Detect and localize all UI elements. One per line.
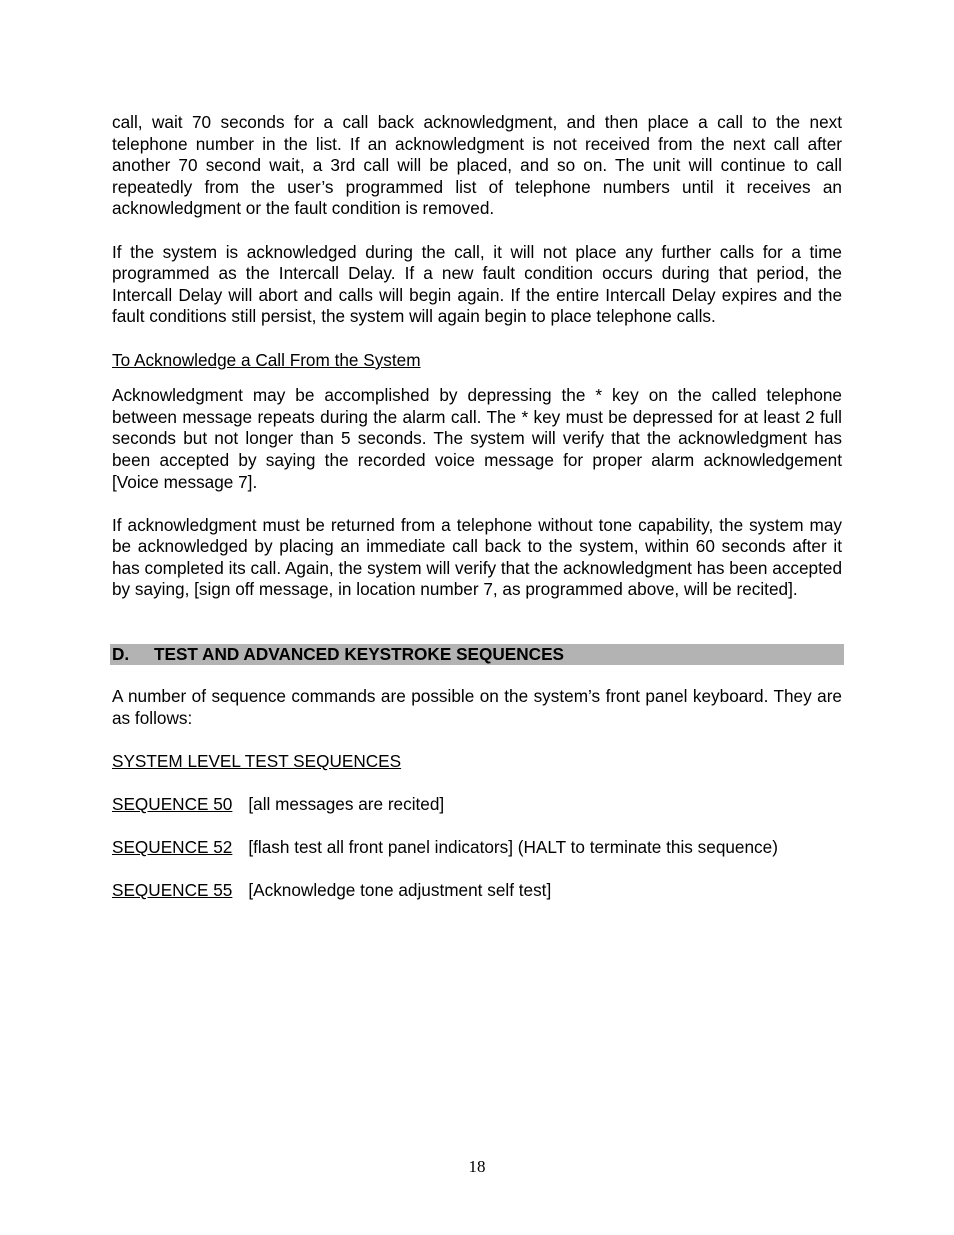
body-paragraph: call, wait 70 seconds for a call back acknowledgment, and then place a call to the next telephone number in the list. If an acknowledgment is not received from the next call after another 70 second wait, a 3rd call will be placed, and so on. The unit will continue to call repeatedly from the user’s programmed list of telephone numbers until it receives an acknowledgment or the fault condition is removed. [112, 112, 842, 219]
body-paragraph: Acknowledgment may be accomplished by depressing the * key on the called telephone between message repeats during the alarm call. The * key must be depressed for at least 2 full seconds but not longer than 5 seconds. The system will verify that the acknowledgment has been accepted by saying the recorded voice message for proper alarm acknowledgement [Voice message 7]. [112, 385, 842, 492]
acknowledge-heading: To Acknowledge a Call From the System [112, 349, 421, 370]
section-heading-bar [110, 644, 844, 665]
document-page [112, 112, 842, 924]
section-letter: D. [112, 644, 130, 665]
section-intro: A number of sequence commands are possible on the system’s front panel keyboard. They are as follows: [112, 686, 842, 728]
sequence-name: SEQUENCE 55 [112, 880, 233, 901]
sequence-name: SEQUENCE 52 [112, 837, 233, 858]
sequence-description: [flash test all front panel indicators] (HALT to terminate this sequence) [248, 837, 778, 858]
sequence-row [112, 837, 842, 859]
sequence-description: [all messages are recited] [248, 794, 445, 815]
section-title: TEST AND ADVANCED KEYSTROKE SEQUENCES [154, 644, 564, 665]
test-sequences-heading: SYSTEM LEVEL TEST SEQUENCES [112, 750, 402, 771]
page-number: 18 [468, 1157, 486, 1176]
body-paragraph: If acknowledgment must be returned from a telephone without tone capability, the system may be acknowledged by placing an immediate call back to the system, within 60 seconds after it has completed its call. Again, the system will verify that the acknowledgment has been accepted by saying, [sign off message, in location number 7, as programmed above, will be recited]. [112, 514, 842, 600]
body-paragraph: If the system is acknowledged during the call, it will not place any further calls for a time programmed as the Intercall Delay. If a new fault condition occurs during that period, the Intercall Delay will abort and calls will begin again. If the entire Intercall Delay expires and the fault conditions still persist, the system will again begin to place telephone calls. [112, 241, 842, 327]
sequence-row [112, 794, 842, 816]
sequence-row [112, 880, 842, 902]
sequence-description: [Acknowledge tone adjustment self test] [248, 880, 552, 901]
sequence-name: SEQUENCE 50 [112, 794, 233, 815]
